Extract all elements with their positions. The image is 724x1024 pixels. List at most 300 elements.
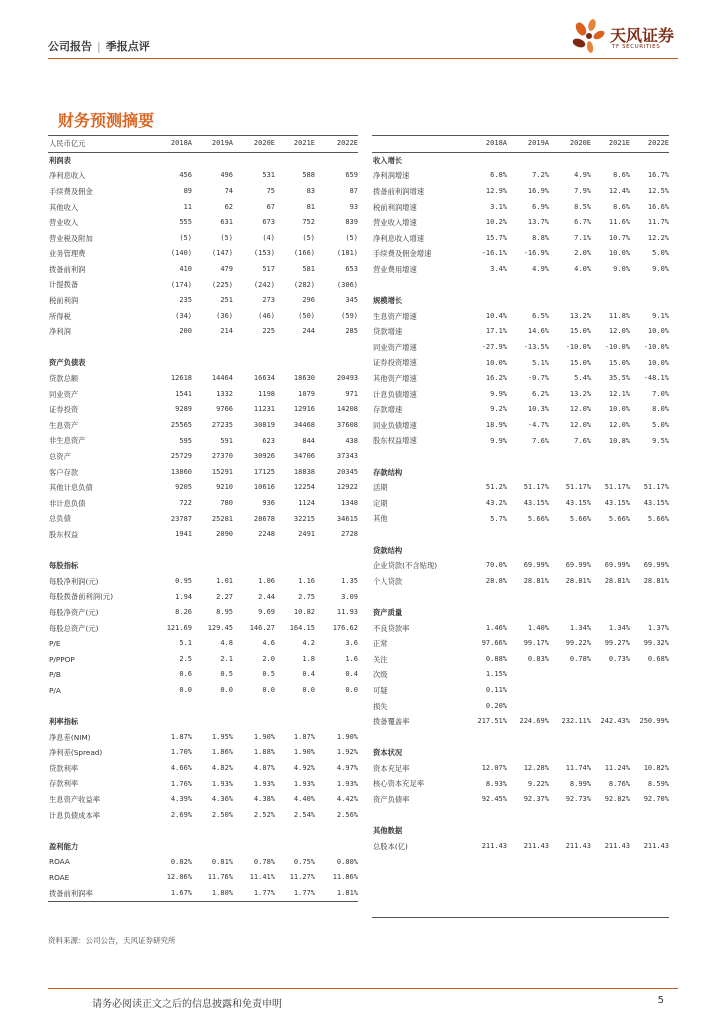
cell-value: 8.95 — [216, 608, 233, 617]
cell-value — [630, 698, 669, 714]
cell-value: 1.88% — [253, 748, 275, 757]
cell-value — [591, 870, 630, 886]
table-row — [372, 698, 669, 714]
cell-value: 1.77% — [233, 886, 275, 902]
cell-value: 4.82% — [211, 764, 233, 773]
cell-value: 4.9% — [532, 265, 549, 274]
cell-value — [549, 901, 591, 917]
cell-value: 4.39% — [170, 795, 192, 804]
cell-value: 5.0% — [652, 249, 669, 258]
cell-value: 653 — [345, 265, 358, 274]
cell-value: 1.40% — [527, 623, 549, 632]
cell-value: 11.76% — [207, 873, 233, 882]
cell-value — [591, 667, 630, 683]
cell-value — [315, 714, 358, 730]
cell-value — [148, 714, 192, 730]
cell-value: 232.11% — [561, 717, 591, 726]
cell-value: 4.36% — [211, 795, 233, 804]
table-row — [372, 589, 669, 605]
cell-value: (174) — [170, 280, 192, 289]
cell-value: 0.4 — [302, 670, 315, 679]
table-row — [48, 418, 358, 434]
table-row — [372, 324, 669, 340]
cell-value: 5.1% — [532, 358, 549, 367]
row-label: 其他收入 — [49, 202, 79, 212]
row-label — [48, 698, 148, 714]
row-label: P/PPOP — [49, 654, 75, 664]
column-header-year: 2021E — [275, 136, 315, 153]
cell-value — [315, 152, 358, 168]
cell-value: 2.44 — [258, 592, 275, 601]
cell-value — [549, 527, 591, 543]
row-label: 规模增长 — [373, 296, 403, 306]
cell-value — [148, 839, 192, 855]
cell-value: 12.2% — [647, 233, 669, 242]
cell-value — [507, 745, 549, 761]
table-row — [48, 511, 358, 527]
cell-value: 10.2% — [485, 218, 507, 227]
cell-value: 11 — [183, 202, 192, 211]
cell-value: 9.22% — [527, 779, 549, 788]
cell-value — [467, 589, 507, 605]
cell-value: 0.88% — [485, 654, 507, 663]
row-label — [372, 901, 467, 917]
cell-value: 211.43 — [604, 842, 630, 851]
cell-value — [630, 870, 669, 886]
table-row — [48, 324, 358, 340]
cell-value: 2.69% — [170, 810, 192, 819]
cell-value: 16634 — [253, 374, 275, 383]
table-row — [48, 168, 358, 184]
cell-value: -0.7% — [527, 374, 549, 383]
cell-value — [233, 340, 275, 356]
cell-value: 0.4 — [345, 670, 358, 679]
cell-value: 43.15% — [565, 498, 591, 507]
table-row — [372, 527, 669, 543]
section-header-row — [372, 152, 669, 168]
table-row — [372, 496, 669, 512]
cell-value — [467, 886, 507, 902]
cell-value: 9.0% — [652, 265, 669, 274]
cell-value: 1.90% — [253, 732, 275, 741]
table-row — [48, 776, 358, 792]
table-row — [372, 854, 669, 870]
cell-value: 2.0% — [574, 249, 591, 258]
cell-value: 0.0 — [220, 686, 233, 695]
cell-value: 16.2% — [485, 374, 507, 383]
cell-value: 11231 — [253, 405, 275, 414]
cell-value: 296 — [302, 296, 315, 305]
cell-value: 273 — [262, 296, 275, 305]
cell-value: 8.6% — [613, 171, 630, 180]
source-note: 资料来源：公司公告，天风证券研究所 — [48, 936, 176, 945]
cell-value: (5) — [302, 233, 315, 242]
table-row — [372, 667, 669, 683]
table-row — [372, 870, 669, 886]
row-label: 营业收入 — [49, 218, 79, 228]
cell-value — [630, 808, 669, 824]
cell-value — [591, 901, 630, 917]
cell-value: 0.5 — [262, 670, 275, 679]
row-label: 每股净利润(元) — [49, 576, 99, 586]
column-header-year: 2020E — [549, 136, 591, 153]
cell-value: 780 — [220, 498, 233, 507]
cell-value: 15291 — [211, 467, 233, 476]
cell-value: 4.66% — [170, 764, 192, 773]
cell-value — [275, 355, 315, 371]
row-label: 资产质量 — [373, 607, 403, 617]
row-label: 证券投资 — [49, 405, 79, 415]
cell-value: 752 — [302, 218, 315, 227]
cell-value: 51.17% — [523, 483, 549, 492]
cell-value: 5.0% — [652, 420, 669, 429]
cell-value: 30926 — [253, 452, 275, 461]
cell-value: 2491 — [298, 530, 315, 539]
cell-value — [275, 839, 315, 855]
cell-value — [630, 730, 669, 746]
cell-value: 70.0% — [485, 561, 507, 570]
row-label — [372, 854, 467, 870]
cell-value: 0.0 — [262, 686, 275, 695]
cell-value: 9766 — [216, 405, 233, 414]
cell-value: 99.32% — [643, 639, 669, 648]
cell-value: 20493 — [336, 374, 358, 383]
table-row — [48, 277, 358, 293]
cell-value: 23787 — [170, 514, 192, 523]
cell-value: 17125 — [253, 467, 275, 476]
cell-value — [591, 527, 630, 543]
cell-value — [233, 823, 275, 839]
cell-value — [467, 901, 507, 917]
table-row — [48, 402, 358, 418]
cell-value: 1.15% — [485, 670, 507, 679]
table-row — [48, 433, 358, 449]
cell-value: 69.99% — [604, 561, 630, 570]
table-row — [48, 667, 358, 683]
cell-value — [630, 464, 669, 480]
cell-value: 89 — [183, 187, 192, 196]
table-row — [372, 730, 669, 746]
table-row — [372, 776, 669, 792]
row-label: 盈利能力 — [49, 841, 79, 851]
cell-value — [549, 293, 591, 309]
row-label: 拨备覆盖率 — [373, 717, 410, 727]
cell-value: 8.6% — [613, 202, 630, 211]
row-label: 存款结构 — [373, 467, 403, 477]
cell-value: 10.0% — [647, 358, 669, 367]
cell-value: 8.8% — [532, 233, 549, 242]
row-label: 个人贷款 — [373, 576, 403, 586]
table-row — [372, 309, 669, 325]
cell-value: 13.2% — [569, 389, 591, 398]
cell-value: (147) — [211, 249, 233, 258]
cell-value: 43.2% — [485, 498, 507, 507]
cell-value — [630, 745, 669, 761]
row-label: 不良贷款率 — [373, 623, 410, 633]
row-label: 客户存款 — [49, 467, 79, 477]
cell-value — [507, 449, 549, 465]
table-row — [48, 823, 358, 839]
cell-value: 2.52% — [253, 810, 275, 819]
cell-value: 14464 — [211, 374, 233, 383]
cell-value — [192, 558, 233, 574]
cell-value: 242.43% — [600, 717, 630, 726]
cell-value — [507, 667, 549, 683]
cell-value — [315, 558, 358, 574]
cell-value — [549, 730, 591, 746]
cell-value: 1.93% — [211, 779, 233, 788]
cell-value: 5.66% — [647, 514, 669, 523]
cell-value: 8.26 — [175, 608, 192, 617]
cell-value: -48.1% — [643, 374, 669, 383]
cell-value — [507, 823, 549, 839]
cell-value: 18.9% — [485, 420, 507, 429]
cell-value: 2.1 — [220, 654, 233, 663]
cell-value — [630, 152, 669, 168]
cell-value: 1.34% — [569, 623, 591, 632]
cell-value — [467, 449, 507, 465]
cell-value: 15.0% — [569, 358, 591, 367]
row-label: 净利润增速 — [373, 171, 410, 181]
cell-value — [233, 698, 275, 714]
cell-value: (166) — [293, 249, 315, 258]
row-label: 手续费及佣金 — [49, 186, 93, 196]
row-label: 净利息收入增速 — [373, 233, 425, 243]
table-row — [372, 901, 669, 917]
table-row — [48, 449, 358, 465]
cell-value: 211.43 — [565, 842, 591, 851]
row-label: 核心资本充足率 — [373, 779, 425, 789]
cell-value — [549, 808, 591, 824]
cell-value: 0.5 — [220, 670, 233, 679]
cell-value: 5.66% — [527, 514, 549, 523]
cell-value: 1.76% — [170, 779, 192, 788]
cell-value: 1.01 — [216, 576, 233, 585]
report-type: 公司报告 — [48, 40, 92, 53]
cell-value: 92.37% — [523, 795, 549, 804]
cell-value: 839 — [345, 218, 358, 227]
cell-value — [630, 293, 669, 309]
report-category — [48, 38, 150, 54]
cell-value: 5.66% — [608, 514, 630, 523]
cell-value — [275, 152, 315, 168]
cell-value: 75 — [266, 187, 275, 196]
cell-value: 0.81% — [211, 857, 233, 866]
cell-value: 4.2 — [302, 639, 315, 648]
cell-value: 224.69% — [519, 717, 549, 726]
cell-value: 129.45 — [207, 623, 233, 632]
row-label — [372, 886, 467, 902]
cell-value: 0.11% — [485, 686, 507, 695]
cell-value: 8.59% — [647, 779, 669, 788]
table-row — [372, 808, 669, 824]
cell-value — [591, 886, 630, 902]
table-row — [372, 355, 669, 371]
cell-value — [275, 542, 315, 558]
row-label: 营业费用增速 — [373, 264, 417, 274]
section-header-row — [372, 542, 669, 558]
cell-value: (140) — [170, 249, 192, 258]
cell-value — [630, 886, 669, 902]
row-label: 拨备前利润率 — [48, 886, 148, 902]
footer-divider — [48, 988, 678, 989]
cell-value: 92.82% — [604, 795, 630, 804]
cell-value: 1.34% — [608, 623, 630, 632]
cell-value: 1.8 — [302, 654, 315, 663]
cell-value: 10.82 — [293, 608, 315, 617]
financial-summary-table-right — [372, 135, 669, 918]
row-label: 关注 — [373, 654, 388, 664]
cell-value: 32215 — [293, 514, 315, 523]
column-header-year: 2019A — [507, 136, 549, 153]
cell-value — [549, 823, 591, 839]
header-divider — [48, 58, 678, 59]
cell-value: 1198 — [258, 389, 275, 398]
cell-value: 12922 — [336, 483, 358, 492]
cell-value: 2.75 — [298, 592, 315, 601]
cell-value — [148, 355, 192, 371]
cell-value: 5.1 — [179, 639, 192, 648]
logo-subtext: TF SECURITIES — [612, 44, 661, 50]
row-label: 计提拨备 — [49, 280, 79, 290]
cell-value — [467, 293, 507, 309]
cell-value — [507, 698, 549, 714]
cell-value: 479 — [220, 265, 233, 274]
cell-value: 15.7% — [485, 233, 507, 242]
cell-value: 6.9% — [532, 202, 549, 211]
cell-value: 4.92% — [293, 764, 315, 773]
cell-value: 2.50% — [211, 810, 233, 819]
cell-value: 588 — [302, 171, 315, 180]
cell-value — [549, 277, 591, 293]
cell-value — [507, 527, 549, 543]
cell-value — [630, 823, 669, 839]
cell-value: 28.8% — [485, 576, 507, 585]
cell-value: -16.1% — [481, 249, 507, 258]
row-label — [372, 449, 467, 465]
cell-value: 14.6% — [527, 327, 549, 336]
cell-value: 11.27% — [289, 873, 315, 882]
cell-value — [507, 293, 549, 309]
row-label: 每股总资产(元) — [49, 623, 99, 633]
cell-value: -10.0% — [604, 343, 630, 352]
cell-value: 121.69 — [166, 623, 192, 632]
table-row — [372, 511, 669, 527]
cell-value: (306) — [336, 280, 358, 289]
table-row — [372, 340, 669, 356]
row-label: 净利息收入 — [49, 171, 86, 181]
cell-value: 7.9% — [574, 187, 591, 196]
cell-value: 3.1% — [490, 202, 507, 211]
page-number: 5 — [657, 995, 664, 1006]
table-row — [372, 387, 669, 403]
cell-value: 410 — [179, 265, 192, 274]
cell-value — [507, 277, 549, 293]
section-header-row — [48, 355, 358, 371]
cell-value: 12.5% — [647, 187, 669, 196]
column-header-year: 2018A — [467, 136, 507, 153]
table-header-row — [372, 136, 669, 153]
cell-value: 9.2% — [490, 405, 507, 414]
cell-value: 9289 — [175, 405, 192, 414]
table-row — [48, 636, 358, 652]
row-label — [48, 340, 148, 356]
cell-value: 43.15% — [523, 498, 549, 507]
cell-value: (59) — [341, 311, 358, 320]
cell-value — [507, 464, 549, 480]
cell-value: 971 — [345, 389, 358, 398]
table-row — [48, 730, 358, 746]
table-row — [372, 246, 669, 262]
cell-value: 12.07% — [481, 764, 507, 773]
cell-value: 722 — [179, 498, 192, 507]
table-row — [48, 589, 358, 605]
row-label: 总资产 — [49, 452, 71, 462]
column-header-label — [372, 136, 467, 153]
row-label: 非生息资产 — [49, 436, 86, 446]
cell-value — [275, 714, 315, 730]
cell-value — [591, 605, 630, 621]
cell-value — [630, 449, 669, 465]
cell-value: 28678 — [253, 514, 275, 523]
cell-value — [148, 340, 192, 356]
cell-value: 0.68% — [647, 654, 669, 663]
table-row — [372, 886, 669, 902]
cell-value: 10.0% — [647, 327, 669, 336]
row-label: 同业资产 — [49, 389, 79, 399]
cell-value: 12.1% — [608, 389, 630, 398]
logo-text: 天风证券 — [610, 26, 675, 45]
row-label: P/A — [49, 685, 61, 695]
cell-value: 1.87% — [293, 732, 315, 741]
cell-value: -13.5% — [523, 343, 549, 352]
row-label: 资产负债率 — [373, 795, 410, 805]
cell-value: 4.97% — [336, 764, 358, 773]
cell-value: 10.7% — [608, 233, 630, 242]
row-label: 净利润 — [49, 327, 71, 337]
cell-value: (5) — [345, 233, 358, 242]
header-separator: | — [97, 40, 101, 53]
cell-value: 10.4% — [485, 311, 507, 320]
cell-value — [315, 698, 358, 714]
cell-value — [275, 823, 315, 839]
cell-value — [630, 527, 669, 543]
table-row — [372, 418, 669, 434]
cell-value: 1.6 — [345, 654, 358, 663]
cell-value: 2.5 — [179, 654, 192, 663]
cell-value: 51.17% — [604, 483, 630, 492]
section-header-row — [372, 823, 669, 839]
section-header-row — [48, 558, 358, 574]
table-row — [48, 215, 358, 231]
cell-value: 1.95% — [211, 732, 233, 741]
cell-value: 0.6 — [179, 670, 192, 679]
row-label: 贷款结构 — [373, 545, 403, 555]
cell-value: 43.15% — [604, 498, 630, 507]
cell-value — [549, 152, 591, 168]
cell-value — [549, 683, 591, 699]
cell-value: 13860 — [170, 467, 192, 476]
table-row — [372, 168, 669, 184]
cell-value: 7.1% — [574, 233, 591, 242]
cell-value: 11.24% — [604, 764, 630, 773]
table-row — [48, 231, 358, 247]
cell-value — [315, 823, 358, 839]
row-label: 拨备前利润 — [49, 264, 86, 274]
cell-value: 9.9% — [490, 389, 507, 398]
table-row — [372, 480, 669, 496]
table-row — [48, 496, 358, 512]
